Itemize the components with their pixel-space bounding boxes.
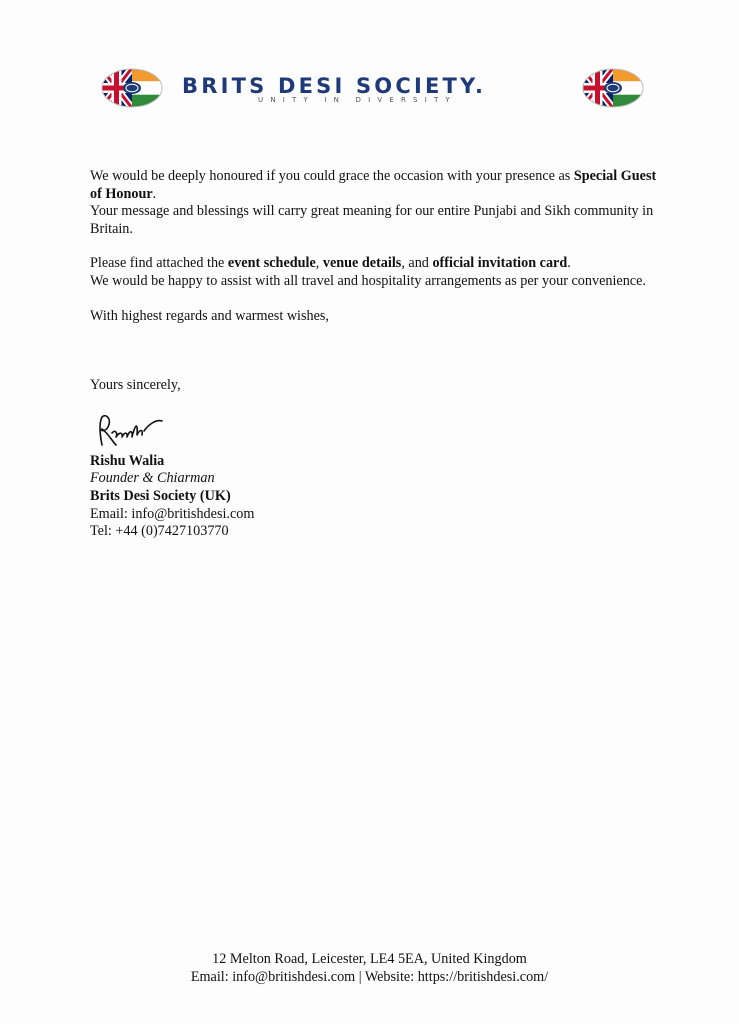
brand-name: BRITS DESI SOCIETY. [182,74,487,98]
name-text: Rishu Walia [90,452,165,469]
closing-line: With highest regards and warmest wishes, [90,307,329,324]
text: , [315,255,323,272]
invitation-card-text: official invitation card [432,255,568,272]
letterhead [0,62,739,118]
signatory-name [90,453,660,471]
footer-contact: Email: info@britishdesi.com | Website: https://britishdesi.com/ [190,969,549,985]
brand-tagline: UNITY IN DIVERSITY [258,96,457,104]
signatory-title [90,470,660,488]
signatory-email: Email: info@britishdesi.com [90,505,255,522]
uk-india-flag-logo [582,68,644,108]
text: . [152,185,157,202]
signature [90,411,170,451]
signatory-tel: Tel: +44 (0)7427103770 [90,523,229,540]
event-schedule-text: event schedule [227,255,316,272]
text: . [567,255,571,272]
uk-india-flag-logo [101,68,163,108]
special-guest-text: Special Guest of Honour [90,168,657,202]
text: Please find attached the [90,255,228,272]
paragraph-assistance: We would be happy to assist with all travel and hospitality arrangements as per your convenience. [90,272,646,289]
venue-details-text: venue details [322,255,402,272]
title-text: Founder & Chiarman [90,470,215,487]
footer-address: 12 Melton Road, Leicester, LE4 5EA, United Kingdom [212,951,527,967]
signatory-org [90,488,660,506]
footer [0,950,739,986]
valediction: Yours sincerely, [90,377,181,394]
paragraph-attachments [90,255,660,273]
paragraph-message: Your message and blessings will carry great meaning for our entire Punjabi and Sikh community in Britain. [90,203,654,237]
org-text: Brits Desi Society (UK) [90,487,231,504]
letter-body [90,168,660,541]
text: We would be deeply honoured if you could grace the occasion with your presence as [90,168,574,184]
paragraph-invitation [90,168,660,203]
text: , and [401,255,433,272]
